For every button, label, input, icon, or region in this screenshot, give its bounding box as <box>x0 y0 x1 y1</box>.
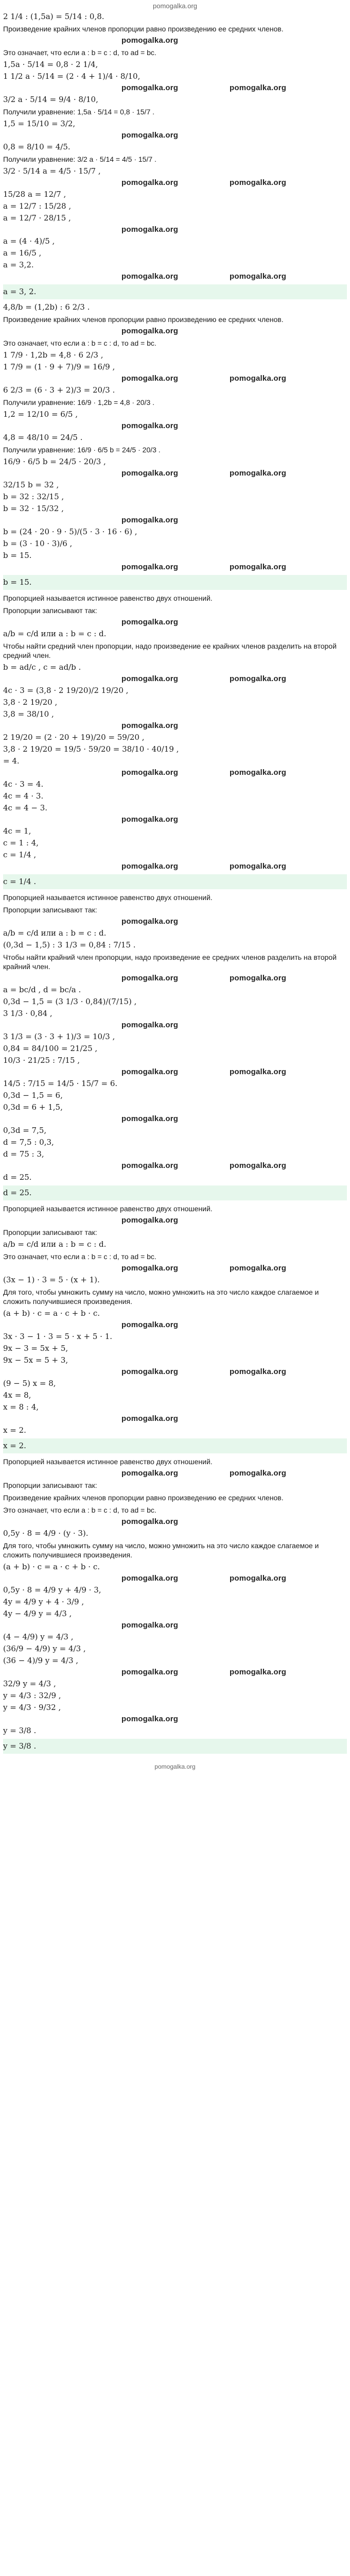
watermark-text: pomogalka.org <box>230 1469 287 1478</box>
watermark-text: pomogalka.org <box>121 131 179 140</box>
math-line: 4c · 3 = 4. <box>3 779 44 789</box>
rule-text: Получили уравнение: 3/2 a · 5/14 = 4/5 · 15/7 . <box>3 155 156 163</box>
math-line: 4c = 4 · 3. <box>3 791 44 801</box>
watermark-text: pomogalka.org <box>121 178 179 187</box>
watermark-row <box>3 1020 347 1031</box>
math-line: y = 4/3 : 32/9 , <box>3 1691 61 1700</box>
math-line: 1,5 = 15/10 = 3/2, <box>3 119 76 128</box>
math-line: (a + b) · c = a · c + b · c. <box>3 1562 100 1571</box>
math-line: 4,8/b = (1,2b) : 6 2/3 . <box>3 302 90 312</box>
watermark-text: pomogalka.org <box>230 563 287 571</box>
watermark-row <box>3 1667 347 1678</box>
watermark-row <box>3 373 347 384</box>
watermark-row <box>3 35 347 46</box>
watermark-row <box>3 767 347 778</box>
watermark-row <box>3 1319 347 1331</box>
watermark-row <box>3 1573 347 1584</box>
math-line: a = (4 · 4)/5 , <box>3 236 55 246</box>
watermark-row <box>3 468 347 479</box>
watermark-row <box>3 673 347 685</box>
math-line: = 4. <box>3 756 20 766</box>
math-line: b = 32 : 32/15 , <box>3 492 64 501</box>
rule-text: Получили уравнение: 16/9 · 6/5 b = 24/5 · 20/3 . <box>3 446 161 454</box>
watermark-text: pomogalka.org <box>121 1216 179 1225</box>
watermark-text: pomogalka.org <box>121 421 179 430</box>
watermark-text: pomogalka.org <box>121 563 179 571</box>
math-line: 0,8 = 8/10 = 4/5. <box>3 142 71 151</box>
watermark-text: pomogalka.org <box>230 674 287 683</box>
math-line: 1 7/9 = (1 · 9 + 7)/9 = 16/9 , <box>3 362 115 371</box>
watermark-text: pomogalka.org <box>121 469 179 478</box>
footer-watermark: pomogalka.org <box>154 1763 196 1770</box>
rule-text: Произведение крайних членов пропорции равно произведению ее средних членов. <box>3 25 284 33</box>
watermark-row <box>3 1113 347 1125</box>
math-line: a = bc/d , d = bc/a . <box>3 985 81 994</box>
math-line: 4c · 3 = (3,8 · 2 19/20)/2 19/20 , <box>3 686 129 695</box>
watermark-text: pomogalka.org <box>121 1668 179 1676</box>
watermark-text: pomogalka.org <box>121 225 179 234</box>
watermark-row <box>3 1620 347 1631</box>
math-line: a = 12/7 : 15/28 , <box>3 201 72 211</box>
watermark-text: pomogalka.org <box>121 374 179 383</box>
header-watermark: pomogalka.org <box>153 2 197 10</box>
rule-text: Пропорции записывают так: <box>3 606 97 615</box>
math-line: (0,3d − 1,5) : 3 1/3 = 0,84 : 7/15 . <box>3 940 136 950</box>
watermark-text: pomogalka.org <box>121 1367 179 1376</box>
watermark-row <box>3 82 347 94</box>
answer-line: b = 15. <box>3 575 347 590</box>
watermark-row <box>3 617 347 628</box>
math-line: 32/9 y = 4/3 , <box>3 1679 56 1688</box>
watermark-text: pomogalka.org <box>121 1715 179 1723</box>
watermark-row <box>3 1413 347 1425</box>
watermark-row <box>3 271 347 282</box>
math-line: 9x − 3 = 5x + 5, <box>3 1344 68 1353</box>
rule-text: Пропорцией называется истинное равенство двух отношений. <box>3 594 213 602</box>
math-line: x = 8 : 4, <box>3 1402 39 1412</box>
math-line: y = 4/3 · 9/32 , <box>3 1703 61 1712</box>
math-line: d = 25. <box>3 1173 32 1182</box>
math-line: 9x − 5x = 5 + 3, <box>3 1355 68 1365</box>
watermark-row <box>3 224 347 235</box>
math-line: (36/9 − 4/9) y = 4/3 , <box>3 1644 86 1653</box>
watermark-row <box>3 326 347 337</box>
rule-text: Пропорцией называется истинное равенство двух отношений. <box>3 1205 213 1213</box>
watermark-row <box>3 814 347 825</box>
math-line: 4c = 4 − 3. <box>3 803 48 812</box>
watermark-text: pomogalka.org <box>121 1414 179 1423</box>
watermark-text: pomogalka.org <box>230 974 287 982</box>
watermark-text: pomogalka.org <box>121 974 179 982</box>
watermark-text: pomogalka.org <box>230 1264 287 1273</box>
watermark-text: pomogalka.org <box>121 1621 179 1630</box>
rule-text: Произведение крайних членов пропорции равно произведению ее средних членов. <box>3 315 284 324</box>
solution-content <box>3 11 347 1754</box>
rule-text: Это означает, что если a : b = c : d, то ad = bc. <box>3 48 156 57</box>
watermark-text: pomogalka.org <box>230 83 287 92</box>
watermark-text: pomogalka.org <box>121 674 179 683</box>
math-line: 3 1/3 = (3 · 3 + 1)/3 = 10/3 , <box>3 1032 115 1041</box>
rule-text: Получили уравнение: 16/9 · 1,2b = 4,8 · 20/3 . <box>3 398 155 406</box>
math-line: b = 32 · 15/32 , <box>3 504 64 513</box>
rule-text: Пропорции записывают так: <box>3 906 97 914</box>
rule-text: Это означает, что если a : b = c : d, то ad = bc. <box>3 1252 156 1261</box>
watermark-row <box>3 720 347 732</box>
watermark-text: pomogalka.org <box>121 36 179 45</box>
math-line: b = (3 · 10 · 3)/6 , <box>3 539 73 548</box>
watermark-text: pomogalka.org <box>121 1161 179 1170</box>
math-line: c = 1 : 4, <box>3 838 39 848</box>
math-line: y = 3/8 . <box>3 1726 37 1735</box>
watermark-text: pomogalka.org <box>121 768 179 777</box>
answer-line: x = 2. <box>3 1438 347 1453</box>
math-line: 1 7/9 · 1,2b = 4,8 · 6 2/3 , <box>3 350 103 360</box>
watermark-text: pomogalka.org <box>230 862 287 871</box>
math-line: 1,2 = 12/10 = 6/5 , <box>3 410 78 419</box>
watermark-text: pomogalka.org <box>121 1067 179 1076</box>
watermark-text: pomogalka.org <box>121 618 179 626</box>
watermark-row <box>3 1516 347 1528</box>
watermark-row <box>3 130 347 141</box>
math-line: (3x − 1) · 3 = 5 · (x + 1). <box>3 1275 100 1284</box>
rule-text: Для того, чтобы умножить сумму на число, можно умножить на это число каждое слагаемое и сложить получившиеся произведения. <box>3 1541 321 1559</box>
math-line: d = 75 : 3, <box>3 1149 44 1159</box>
math-line: d = 7,5 : 0,3, <box>3 1138 54 1147</box>
rule-text: Получили уравнение: 1,5a · 5/14 = 0,8 · 15/7 . <box>3 108 155 116</box>
watermark-row <box>3 1468 347 1479</box>
math-line: 0,3d = 6 + 1,5, <box>3 1103 63 1112</box>
rule-text: Это означает, что если a : b = c : d, то ad = bc. <box>3 339 156 347</box>
watermark-text: pomogalka.org <box>121 1320 179 1329</box>
watermark-text: pomogalka.org <box>121 815 179 824</box>
math-line: 6 2/3 = (6 · 3 + 2)/3 = 20/3 . <box>3 385 115 395</box>
rule-text: Пропорции записывают так: <box>3 1481 97 1489</box>
watermark-row <box>3 1215 347 1226</box>
watermark-text: pomogalka.org <box>121 1264 179 1273</box>
math-line: 0,3d − 1,5 = (3 1/3 · 0,84)/(7/15) , <box>3 997 137 1006</box>
rule-text: Для того, чтобы умножить сумму на число, можно умножить на это число каждое слагаемое и сложить получившиеся произведения. <box>3 1288 321 1306</box>
watermark-text: pomogalka.org <box>230 1067 287 1076</box>
watermark-text: pomogalka.org <box>121 1517 179 1526</box>
math-line: 32/15 b = 32 , <box>3 480 59 489</box>
watermark-text: pomogalka.org <box>230 1367 287 1376</box>
watermark-text: pomogalka.org <box>230 374 287 383</box>
watermark-row <box>3 1160 347 1172</box>
math-line: 0,5y · 8 = 4/9 · (y · 3). <box>3 1529 89 1538</box>
rule-text: Пропорции записывают так: <box>3 1228 97 1236</box>
watermark-row <box>3 562 347 573</box>
watermark-text: pomogalka.org <box>230 272 287 281</box>
watermark-text: pomogalka.org <box>121 272 179 281</box>
watermark-row <box>3 177 347 189</box>
watermark-row <box>3 515 347 526</box>
watermark-row <box>3 420 347 432</box>
watermark-row <box>3 973 347 984</box>
math-line: 4,8 = 48/10 = 24/5 . <box>3 433 83 442</box>
math-line: x = 2. <box>3 1426 26 1435</box>
math-line: 3/2 a · 5/14 = 9/4 · 8/10, <box>3 95 98 104</box>
math-line: a = 3,2. <box>3 260 34 269</box>
answer-line: c = 1/4 . <box>3 874 347 889</box>
math-line: 0,3d = 7,5, <box>3 1126 47 1135</box>
answer-line: d = 25. <box>3 1185 347 1200</box>
math-line: b = 15. <box>3 551 32 560</box>
rule-text: Чтобы найти средний член пропорции, надо произведение ее крайних членов разделить на второй средний член. <box>3 642 339 659</box>
math-line: 4y = 4/9 y + 4 · 3/9 , <box>3 1597 84 1606</box>
math-line: 14/5 : 7/15 = 14/5 · 15/7 = 6. <box>3 1079 118 1088</box>
math-line: (36 − 4)/9 y = 4/3 , <box>3 1656 79 1665</box>
watermark-row <box>3 1066 347 1078</box>
math-line: b = (24 · 20 · 9 · 5)/(5 · 3 · 16 · 6) , <box>3 527 137 536</box>
watermark-text: pomogalka.org <box>121 1021 179 1029</box>
math-line: 0,3d − 1,5 = 6, <box>3 1091 63 1100</box>
math-line: 16/9 · 6/5 b = 24/5 · 20/3 , <box>3 457 106 466</box>
rule-text: Произведение крайних членов пропорции равно произведению ее средних членов. <box>3 1494 284 1502</box>
rule-text: Чтобы найти крайний член пропорции, надо произведение ее средних членов разделить на второй крайний член. <box>3 953 339 971</box>
math-line: (a + b) · c = a · c + b · c. <box>3 1309 100 1318</box>
watermark-text: pomogalka.org <box>121 721 179 730</box>
watermark-text: pomogalka.org <box>121 83 179 92</box>
math-line: 0,5y · 8 = 4/9 y + 4/9 · 3, <box>3 1585 101 1595</box>
math-line: a/b = c/d или a : b = c : d. <box>3 1240 107 1249</box>
math-line: 4y − 4/9 y = 4/3 , <box>3 1609 72 1618</box>
answer-line: a = 3, 2. <box>3 284 347 299</box>
watermark-text: pomogalka.org <box>121 1574 179 1583</box>
math-line: 0,84 = 84/100 = 21/25 , <box>3 1044 98 1053</box>
math-line: 1 1/2 a · 5/14 = (2 · 4 + 1)/4 · 8/10, <box>3 72 141 81</box>
math-line: 1,5a · 5/14 = 0,8 · 2 1/4, <box>3 60 98 69</box>
watermark-text: pomogalka.org <box>121 862 179 871</box>
watermark-text: pomogalka.org <box>230 1668 287 1676</box>
rule-text: Пропорцией называется истинное равенство двух отношений. <box>3 1458 213 1466</box>
watermark-row <box>3 861 347 872</box>
math-line: a = 12/7 · 28/15 , <box>3 213 71 223</box>
math-line: c = 1/4 , <box>3 850 37 859</box>
math-line: 15/28 a = 12/7 , <box>3 190 66 199</box>
watermark-text: pomogalka.org <box>230 1161 287 1170</box>
watermark-text: pomogalka.org <box>230 1574 287 1583</box>
rule-text: Это означает, что если a : b = c : d, то ad = bc. <box>3 1506 156 1514</box>
math-line: 3x · 3 − 1 · 3 = 5 · x + 5 · 1. <box>3 1332 113 1341</box>
math-line: a/b = c/d или a : b = c : d. <box>3 928 107 938</box>
watermark-text: pomogalka.org <box>230 178 287 187</box>
math-line: a/b = c/d или a : b = c : d. <box>3 629 107 638</box>
answer-line: y = 3/8 . <box>3 1739 347 1754</box>
math-line: (4 − 4/9) y = 4/3 , <box>3 1632 74 1641</box>
watermark-row <box>3 1714 347 1725</box>
rule-text: Пропорцией называется истинное равенство двух отношений. <box>3 893 213 902</box>
watermark-text: pomogalka.org <box>121 327 179 335</box>
math-line: 3,8 = 38/10 , <box>3 709 54 719</box>
watermark-row <box>3 1263 347 1274</box>
math-line: 3,8 · 2 19/20 , <box>3 698 58 707</box>
watermark-row <box>3 916 347 927</box>
math-line: 4x = 8, <box>3 1391 31 1400</box>
math-line: 2 1/4 : (1,5a) = 5/14 : 0,8. <box>3 12 104 21</box>
math-line: b = ad/c , c = ad/b . <box>3 663 81 672</box>
math-line: 3,8 · 2 19/20 = 19/5 · 59/20 = 38/10 · 40/19 , <box>3 744 179 754</box>
math-line: 3/2 · 5/14 a = 4/5 · 15/7 , <box>3 166 101 176</box>
watermark-text: pomogalka.org <box>121 1469 179 1478</box>
watermark-text: pomogalka.org <box>121 917 179 926</box>
math-line: 10/3 · 21/25 : 7/15 , <box>3 1056 80 1065</box>
math-line: (9 − 5) x = 8, <box>3 1379 56 1388</box>
watermark-text: pomogalka.org <box>230 469 287 478</box>
watermark-text: pomogalka.org <box>121 516 179 524</box>
watermark-row <box>3 1366 347 1378</box>
watermark-text: pomogalka.org <box>230 768 287 777</box>
math-line: 4c = 1, <box>3 826 31 836</box>
math-line: 3 1/3 · 0,84 , <box>3 1009 52 1018</box>
math-line: a = 16/5 , <box>3 248 42 258</box>
math-line: 2 19/20 = (2 · 20 + 19)/20 = 59/20 , <box>3 733 145 742</box>
watermark-text: pomogalka.org <box>121 1114 179 1123</box>
